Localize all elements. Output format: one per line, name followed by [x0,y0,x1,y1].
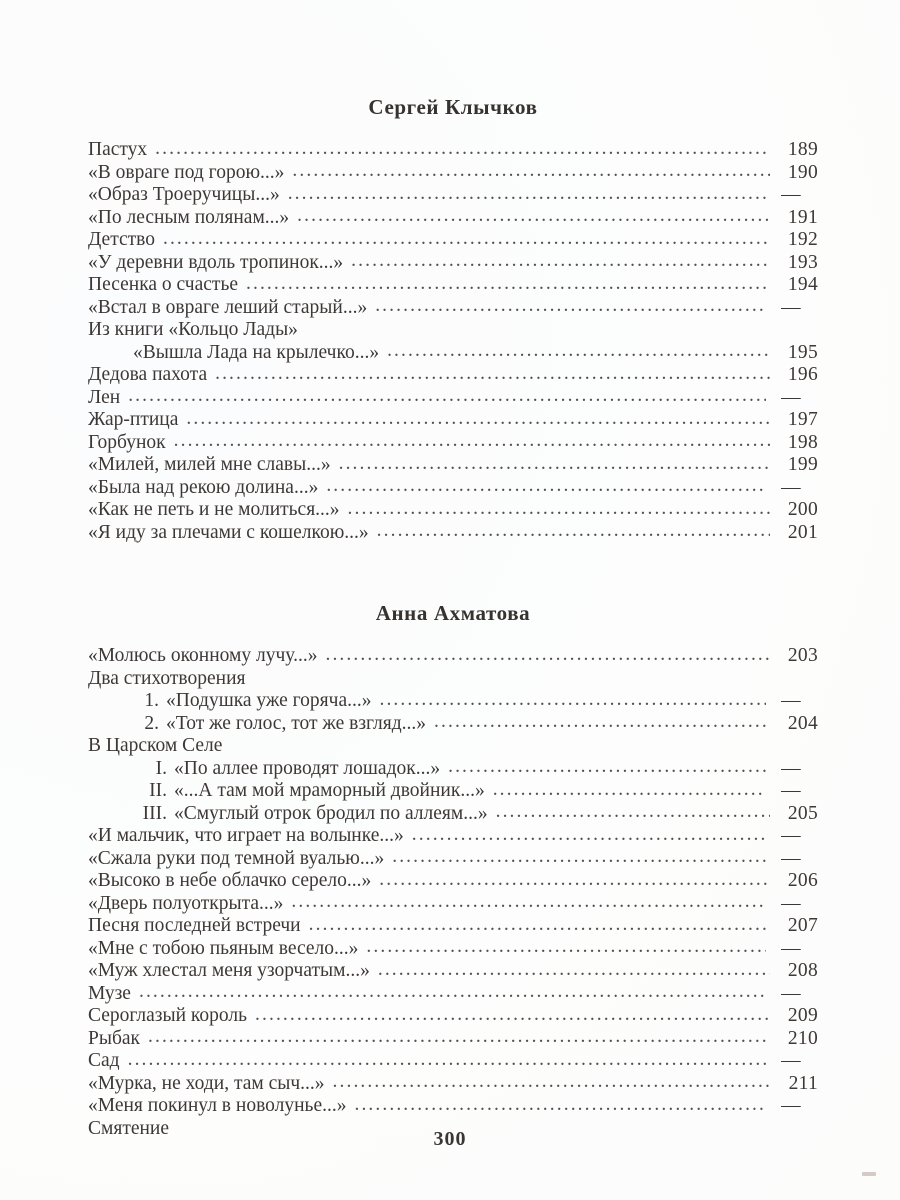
toc-entry[interactable] [88,297,818,320]
toc-entry-page: 206 [787,870,818,891]
page-folio: 300 [433,1128,467,1150]
toc-entry-title [88,274,244,297]
toc-leader-dots [378,960,770,980]
toc-entry-title [88,364,213,387]
toc-entry-text: «Встал в овраге леший старый...» [88,296,368,318]
toc-entry-page: 205 [787,802,818,824]
toc-entry-page-dash: — [781,476,801,498]
toc-entry-text: Сад [88,1050,120,1071]
toc-entry-title [88,938,364,961]
toc-entry[interactable] [88,162,818,185]
toc-entry-text: «В овраге под горою...» [88,161,285,183]
toc-entry-title [88,960,376,983]
toc-entry-page: 204 [787,712,818,734]
toc-leader-dots [163,229,770,249]
toc-entry[interactable] [88,803,818,826]
toc-leader-dots [351,252,770,272]
toc-entry[interactable] [88,938,818,961]
toc-entry-text: Пастух [88,139,148,160]
toc-leader-dots [366,938,766,958]
toc-entry-text: «Высоко в небе облачко серело...» [88,870,372,891]
toc-entry-text: «Смуглый отрок бродил по аллеям...» [174,802,488,824]
toc-entry-text: Лен [88,386,121,408]
toc-entry-page: 210 [787,1027,818,1049]
toc-entry-title [88,1028,146,1051]
toc-entry-label: II. [149,780,167,801]
toc-entry[interactable] [88,454,818,477]
toc-entry-label: 2. [144,712,159,734]
toc-entry-title [88,387,126,410]
toc-entry-text: Рыбак [88,1027,140,1049]
toc-entry-page-dash: — [781,780,801,801]
toc-entry[interactable] [88,319,818,342]
toc-entry-title [88,432,172,455]
toc-entry[interactable] [88,870,818,893]
toc-entry-page: 209 [787,1005,818,1026]
toc-entry-page: 192 [787,229,818,250]
toc-sections [88,0,818,1140]
toc-leader-dots [392,848,766,868]
toc-leader-dots [297,207,770,227]
toc-entry-label: I. [155,757,167,779]
toc-leader-dots [288,184,766,204]
toc-leader-dots [215,364,770,384]
toc-entry[interactable] [88,645,818,668]
toc-leader-dots [148,1028,770,1048]
toc-entry-text: «Образ Троеручицы...» [88,184,280,205]
toc-entry-title [88,229,161,252]
toc-entry[interactable] [88,1050,818,1073]
toc-entry-title [88,319,304,342]
toc-entry-text: «...А там мой мраморный двойник...» [174,780,485,801]
toc-leader-dots [377,522,770,542]
toc-leader-dots [379,690,766,710]
toc-entry-page: 197 [787,409,818,430]
toc-entry[interactable] [88,342,818,365]
toc-entry-title [88,139,153,162]
toc-entry-text: «Подушка уже горяча...» [166,690,372,711]
vertical-spacer [88,626,818,645]
toc-entry-page-dash: — [781,982,801,1004]
toc-entry-title [88,162,290,185]
toc-entry-page-dash: — [781,937,801,959]
toc-entry-text: «Молюсь оконному лучу...» [88,645,318,666]
toc-entry[interactable] [88,477,818,500]
toc-leader-dots [448,758,766,778]
toc-leader-dots [375,297,766,317]
toc-entry-title [88,297,373,320]
toc-entry-title [88,1095,352,1118]
vertical-spacer [88,544,818,601]
toc-entry-text: Песенка о счастье [88,274,238,295]
toc-entry-title [88,668,252,691]
toc-leader-dots [379,870,770,890]
toc-entry-title [88,499,346,522]
toc-leader-dots [333,1073,770,1093]
toc-entry-title [88,915,307,938]
toc-entry-text: «У деревни вдоль тропинок...» [88,251,344,273]
toc-leader-dots [128,387,766,407]
toc-entry-page-dash: — [781,892,801,914]
toc-entry[interactable] [88,848,818,871]
toc-entry[interactable] [88,522,818,545]
toc-entry[interactable] [88,1028,818,1051]
toc-entry-title [133,803,494,826]
toc-entry[interactable] [88,1005,818,1028]
toc-entry-title [88,522,375,545]
toc-entry-title [88,1050,126,1073]
toc-leader-dots [493,780,766,800]
toc-entry[interactable] [88,139,818,162]
toc-entry-title [133,780,491,803]
toc-entry-text: «Вышла Лада на крылечко...» [133,341,380,363]
toc-entry-title [88,252,349,275]
toc-entry-text: «Муж хлестал меня узорчатым...» [88,960,370,981]
toc-entry-title [88,893,289,916]
toc-entry-title [88,983,137,1006]
toc-entry-page: 198 [787,431,818,453]
toc-entry[interactable] [88,252,818,275]
toc-entry-title [88,454,337,477]
toc-entry-page-dash: — [781,825,801,846]
toc-entry-title [88,1073,331,1096]
toc-entry[interactable] [88,780,818,803]
toc-entry-page: 190 [787,161,818,183]
toc-entry-page-dash: — [781,386,801,408]
toc-entry-page: 208 [787,960,818,981]
toc-leader-dots [174,432,770,452]
toc-entry-text: Детство [88,229,155,250]
toc-entry-page: 199 [787,454,818,475]
toc-entry-text: В Царском Селе [88,735,223,756]
toc-entry-label: 1. [144,690,159,711]
toc-entry[interactable] [88,207,818,230]
toc-entry[interactable] [88,758,818,781]
toc-entry-title [133,690,377,713]
toc-entry-title [133,713,432,736]
toc-entry-title [88,184,286,207]
toc-entry-text: Из книги «Кольцо Лады» [88,319,298,340]
section-heading: Анна Ахматова [375,601,531,625]
toc-entry-text: «И мальчик, что играет на волынке...» [88,825,404,846]
toc-entry-text: «Тот же голос, тот же взгляд...» [166,712,427,734]
toc-leader-dots [292,162,770,182]
toc-entry-page: 193 [787,251,818,273]
toc-entry-title [133,758,446,781]
toc-entry-text: «Была над рекою долина...» [88,476,319,498]
toc-entry-text: «Меня покинул в новолунье...» [88,1095,347,1116]
toc-leader-dots [128,1050,766,1070]
toc-entry-text: Сероглазый король [88,1005,248,1026]
toc-entry-title [88,1005,253,1028]
toc-entry-page: 194 [787,274,818,295]
toc-entry-text: «Как не петь и не молиться...» [88,499,340,520]
toc-entry[interactable] [88,713,818,736]
toc-entry[interactable] [88,274,818,297]
toc-leader-dots [246,274,770,294]
toc-entry-title [88,870,377,893]
toc-entry-page-dash: — [781,757,801,779]
toc-entry-title [88,207,295,230]
toc-entry-text: Жар-птица [88,409,179,430]
toc-entry-text: «Я иду за плечами с кошелкою...» [88,521,369,543]
toc-entry-text: «Мурка, не ходи, там сыч...» [88,1072,325,1094]
toc-leader-dots [496,803,770,823]
toc-entry[interactable] [88,668,818,691]
toc-entry-page: 200 [787,499,818,520]
toc-entry[interactable] [88,825,818,848]
toc-entry-page: 203 [787,645,818,666]
toc-entry[interactable] [88,409,818,432]
scan-speck [862,1172,876,1176]
toc-entry-page-dash: — [781,184,801,205]
toc-entry[interactable] [88,499,818,522]
toc-entry-text: «Мне с тобою пьяным весело...» [88,937,359,959]
toc-entry-text: «Сжала руки под темной вуалью...» [88,847,385,869]
toc-entry-text: Музе [88,982,131,1004]
toc-entry-text: Горбунок [88,431,166,453]
toc-leader-dots [339,454,770,474]
toc-leader-dots [326,477,766,497]
toc-leader-dots [291,893,766,913]
toc-entry-title [88,825,410,848]
toc-leader-dots [309,915,770,935]
toc-entry-text: «По лесным полянам...» [88,206,290,228]
toc-entry-text: Смятение [88,1117,170,1139]
toc-leader-dots [354,1095,766,1115]
toc-entry-page: 189 [787,139,818,160]
toc-entry[interactable] [88,432,818,455]
toc-entry-label: III. [142,802,167,824]
toc-entry[interactable] [88,690,818,713]
toc-entry-title [88,477,324,500]
toc-entry-text: «Дверь полуоткрыта...» [88,892,284,914]
toc-entry-text: Два стихотворения [88,667,246,689]
toc-leader-dots [139,983,766,1003]
toc-entry[interactable] [88,983,818,1006]
toc-leader-dots [348,499,770,519]
toc-entry[interactable] [88,387,818,410]
toc-leader-dots [412,825,766,845]
toc-entry-text: Дедова пахота [88,364,208,385]
toc-entry-page: 211 [788,1072,818,1094]
toc-entry-text: «Милей, милей мне славы...» [88,454,331,475]
toc-leader-dots [186,409,770,429]
toc-entry-page-dash: — [781,690,801,711]
toc-entry-page: 191 [787,206,818,228]
toc-entry-title [88,409,184,432]
toc-entry[interactable] [88,893,818,916]
toc-entry-page-dash: — [781,296,801,318]
toc-leader-dots [155,139,770,159]
toc-entry-page: 196 [787,364,818,385]
toc-entry-page-dash: — [781,1050,801,1071]
toc-entry-page: 207 [787,915,818,936]
toc-entry-title [88,848,390,871]
toc-entry[interactable] [88,1073,818,1096]
toc-entry-page: 201 [787,521,818,543]
toc-leader-dots [387,342,770,362]
toc-entry[interactable] [88,915,818,938]
vertical-spacer [88,0,818,95]
toc-entry-page: 195 [787,341,818,363]
toc-leader-dots [325,645,770,665]
toc-entry[interactable] [88,960,818,983]
toc-entry-page-dash: — [781,847,801,869]
section-heading: Сергей Клычков [368,95,538,119]
toc-entry-title [88,735,228,758]
toc-leader-dots [434,713,770,733]
vertical-spacer [88,120,818,139]
toc-entry-title [88,645,323,668]
toc-entry-title [133,342,385,365]
toc-entry-text: «По аллее проводят лошадок...» [174,757,441,779]
toc-entry[interactable] [88,364,818,387]
toc-content [88,0,818,1200]
toc-entry[interactable] [88,735,818,758]
toc-entry-text: Песня последней встречи [88,915,301,936]
toc-entry[interactable] [88,229,818,252]
toc-leader-dots [255,1005,770,1025]
toc-entry-page-dash: — [781,1095,801,1116]
toc-entry[interactable] [88,184,818,207]
toc-entry[interactable] [88,1095,818,1118]
